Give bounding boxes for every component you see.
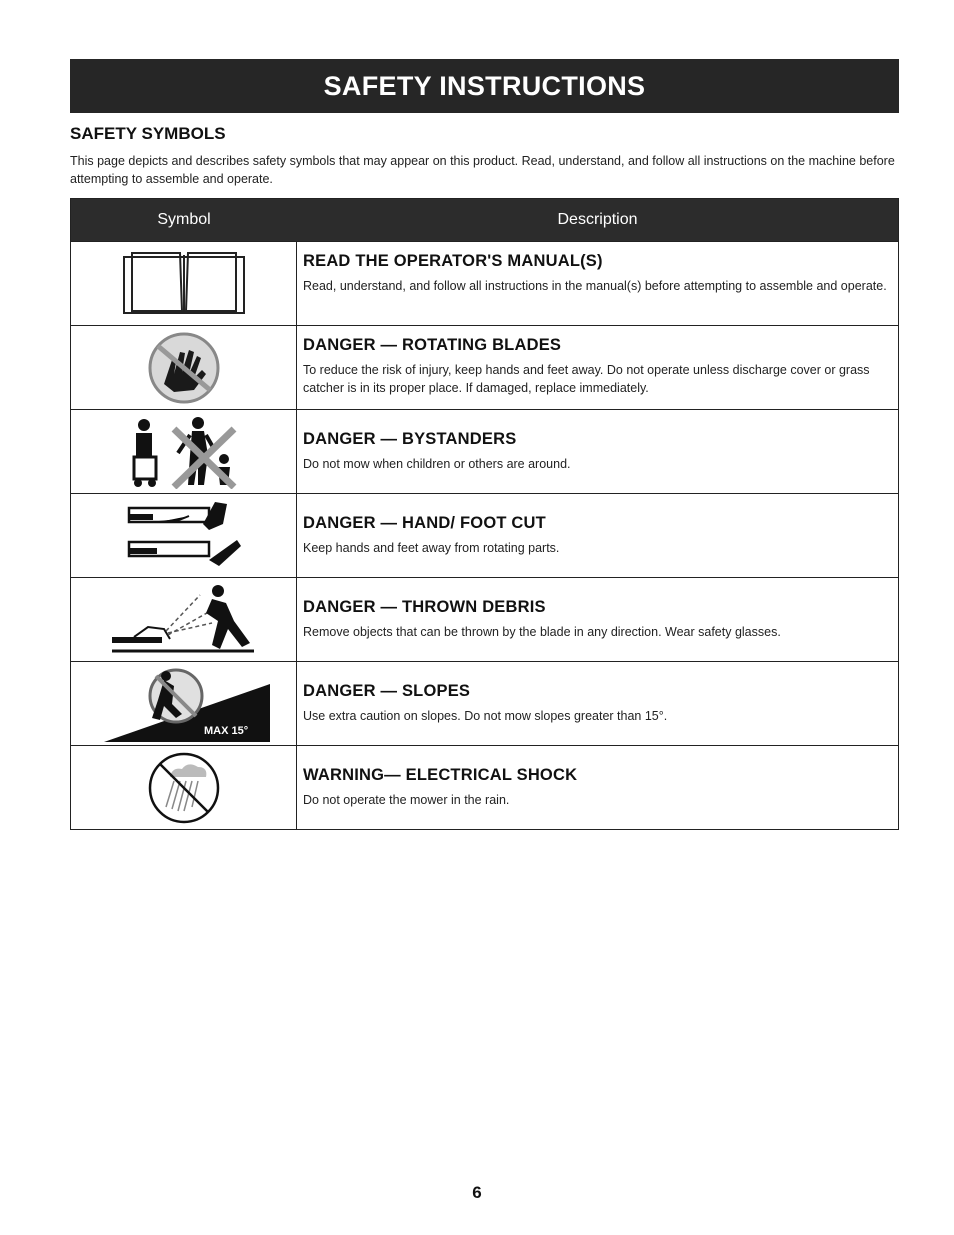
rotating-blades-hand-icon: [144, 330, 224, 406]
row-title: DANGER — THROWN DEBRIS: [303, 598, 546, 616]
row-text: Do not operate the mower in the rain.: [303, 793, 510, 807]
table-row: [71, 577, 898, 661]
row-text: Use extra caution on slopes. Do not mow slopes greater than 15°.: [303, 709, 668, 723]
bystanders-icon: [124, 415, 244, 489]
column-header-symbol: Symbol: [157, 211, 211, 228]
table-row: [71, 661, 898, 745]
table-row: [71, 325, 898, 409]
description-cell: [297, 662, 898, 745]
row-text: Read, understand, and follow all instructions in the manual(s) before attempting to assemble and operate.: [303, 279, 887, 293]
symbol-cell: [71, 746, 297, 829]
description-cell: [297, 242, 898, 325]
intro-text: This page depicts and describes safety symbols that may appear on this product. Read, understand, and follow all instructions on the machine before attempting to assemble and operate.: [70, 154, 895, 186]
description-cell: [297, 326, 898, 409]
row-text: To reduce the risk of injury, keep hands and feet away. Do not operate unless discharge cover or grass catcher is in its proper place. If damaged, replace immediately.: [303, 363, 870, 395]
row-title: DANGER — HAND/ FOOT CUT: [303, 514, 546, 532]
row-text: Do not mow when children or others are around.: [303, 457, 571, 471]
safety-instructions-banner: SAFETY INSTRUCTIONS: [70, 59, 899, 113]
column-header-description: Description: [557, 211, 638, 228]
symbol-cell: [71, 662, 297, 745]
table-row: [71, 409, 898, 493]
no-rain-icon: [144, 749, 224, 827]
row-title: READ THE OPERATOR'S MANUAL(S): [303, 252, 603, 270]
page-number: 6: [472, 1183, 482, 1202]
symbol-cell: [71, 578, 297, 661]
slopes-icon: [94, 664, 274, 744]
slope-label: MAX 15°: [203, 724, 248, 737]
row-title: DANGER — ROTATING BLADES: [303, 336, 562, 354]
row-text: Keep hands and feet away from rotating parts.: [303, 541, 560, 555]
description-cell: [297, 746, 898, 829]
description-cell: [297, 494, 898, 577]
table-row: [71, 745, 898, 829]
section-title: SAFETY SYMBOLS: [70, 124, 226, 143]
table-header: [71, 199, 898, 241]
table-row: [71, 241, 898, 325]
symbol-cell: [71, 242, 297, 325]
manual-book-icon: [114, 249, 254, 319]
thrown-debris-icon: [104, 583, 264, 657]
hand-foot-cut-icon: [119, 500, 249, 572]
table-row: [71, 493, 898, 577]
symbol-cell: [71, 494, 297, 577]
safety-symbols-table: [70, 198, 899, 830]
row-title: WARNING— ELECTRICAL SHOCK: [303, 766, 578, 784]
symbol-cell: [71, 326, 297, 409]
symbol-cell: [71, 410, 297, 493]
description-cell: [297, 578, 898, 661]
row-title: DANGER — SLOPES: [303, 682, 471, 700]
row-title: DANGER — BYSTANDERS: [303, 430, 517, 448]
row-text: Remove objects that can be thrown by the blade in any direction. Wear safety glasses.: [303, 625, 781, 639]
description-cell: [297, 410, 898, 493]
